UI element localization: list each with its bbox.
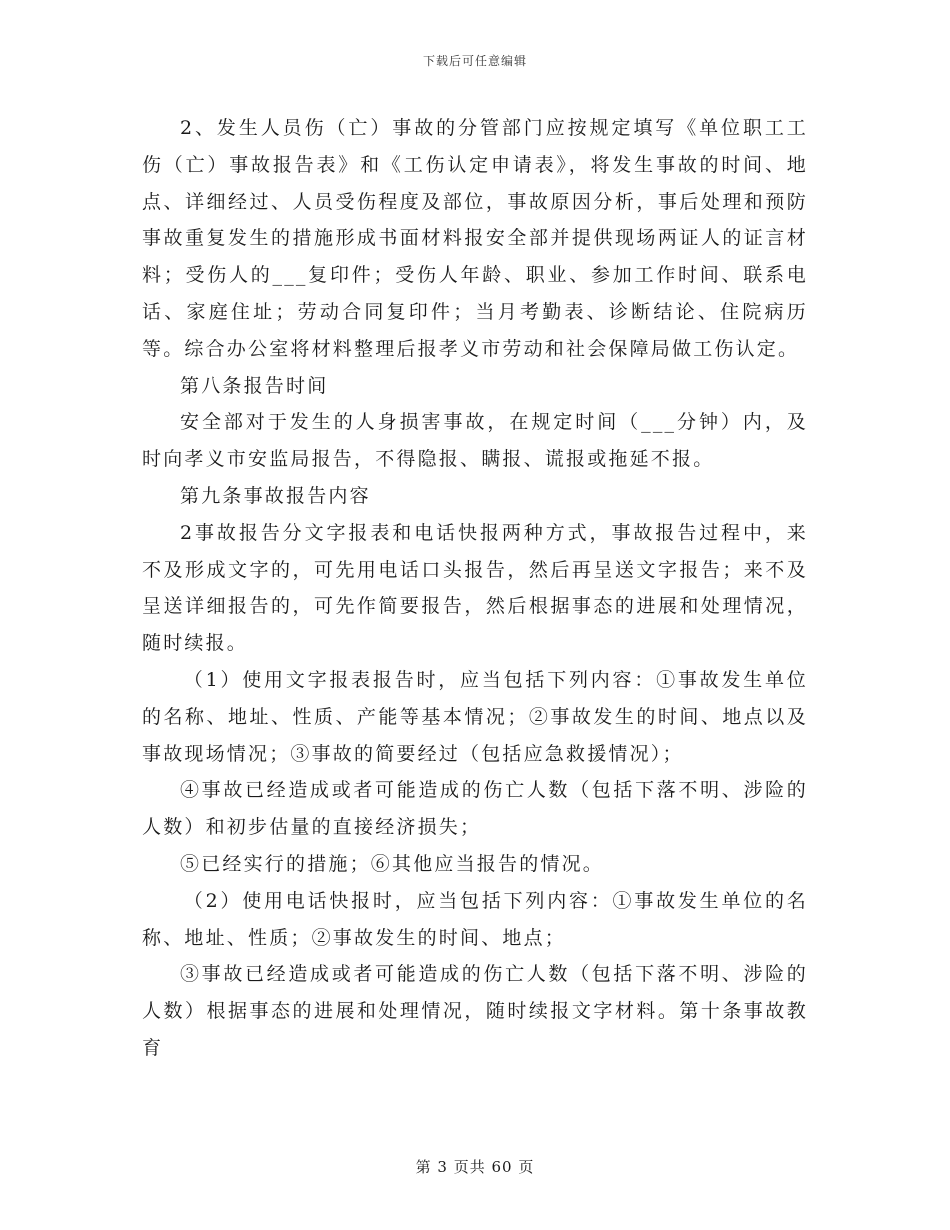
paragraph-phone-casualties: ③事故已经造成或者可能造成的伤亡人数（包括下落不明、涉险的人数）根据事态的进展和处理情况，随时续报文字材料。第十条事故教育 <box>142 963 808 1059</box>
page-header: 下载后可任意编辑 <box>422 54 527 68</box>
paragraph-written-report: （1）使用文字报表报告时，应当包括下列内容：①事故发生单位的名称、地址、性质、产能等基本情况；②事故发生的时间、地点以及事故现场情况；③事故的简要经过（包括应急救援情况）； <box>142 668 808 765</box>
article-9-heading: 第九条事故报告内容 <box>180 484 371 507</box>
paragraph-measures: ⑤已经实行的措施；⑥其他应当报告的情况。 <box>180 852 605 875</box>
paragraph-report-procedure: 2、发生人员伤（亡）事故的分管部门应按规定填写《单位职工工伤（亡）事故报告表》和《工伤认定申请表》，将发生事故的时间、地点、详细经过、人员受伤程度及部位，事故原因分析，事后处理和预防事故重复发生的措施形成书面材料报安全部并提供现场两证人的证言材料；受伤人的___复印件；受伤人年龄、职业、参加工作时间、联系电话、家庭住址；劳动合同复印件；当月考勤表、诊断结论、住院病历等。综合办公室将材料整理后报孝义市劳动和社会保障局做工伤认定。 <box>142 117 808 360</box>
page-footer: 第 3 页共 60 页 <box>415 1158 535 1176</box>
article-8-heading: 第八条报告时间 <box>180 374 329 397</box>
paragraph-report-time: 安全部对于发生的人身损害事故，在规定时间（___分钟）内，及时向孝义市安监局报告，不得隐报、瞒报、谎报或拖延不报。 <box>142 411 808 471</box>
paragraph-report-methods: 2事故报告分文字报表和电话快报两种方式，事故报告过程中，来不及形成文字的，可先用电话口头报告，然后再呈送文字报告；来不及呈送详细报告的，可先作简要报告，然后根据事态的进展和处理情况，随时续报。 <box>142 521 808 655</box>
paragraph-phone-report: （2）使用电话快报时，应当包括下列内容：①事故发生单位的名称、地址、性质；②事故发生的时间、地点； <box>142 889 808 949</box>
paragraph-casualties: ④事故已经造成或者可能造成的伤亡人数（包括下落不明、涉险的人数）和初步估量的直接经济损失； <box>142 779 808 839</box>
document-body <box>142 110 808 1067</box>
